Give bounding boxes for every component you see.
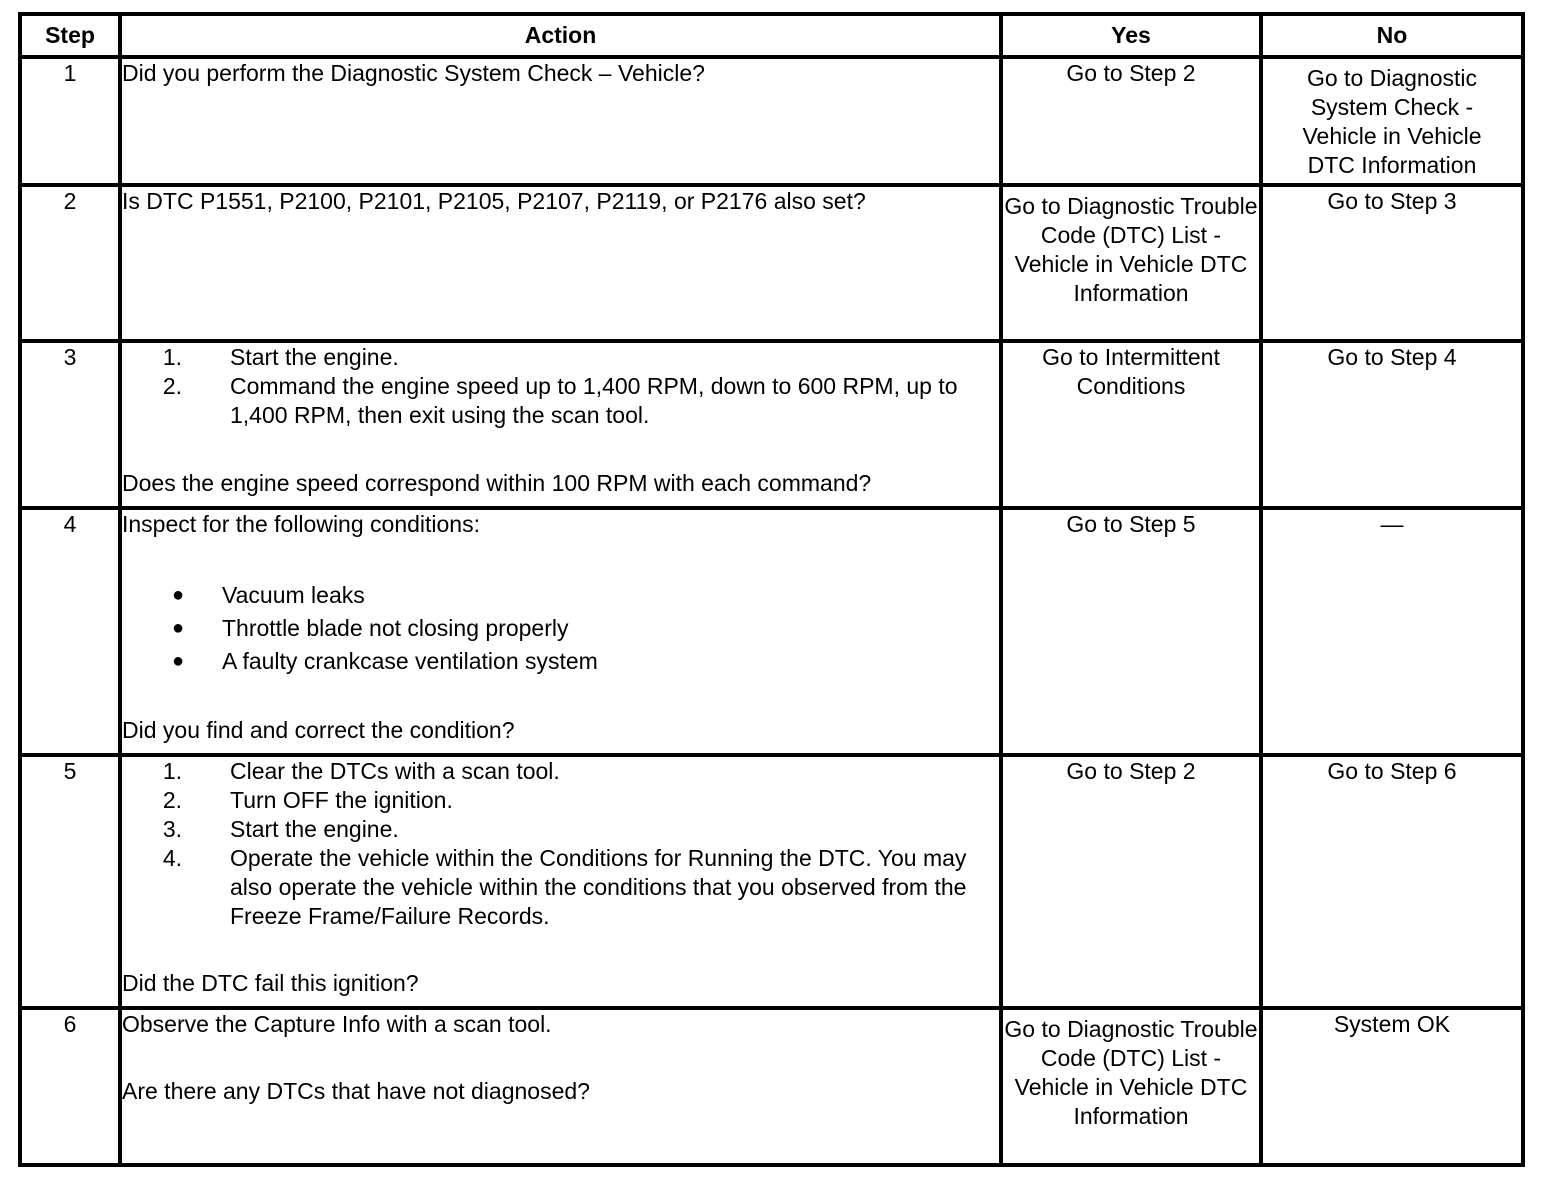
no-cell[interactable]: Go to Step 4 <box>1261 341 1523 508</box>
action-cell <box>120 57 1001 185</box>
no-cell[interactable]: — <box>1261 508 1523 755</box>
header-action: Action <box>120 14 1001 57</box>
no-cell[interactable]: Go to Diagnostic System Check - Vehicle in Vehicle DTC Information <box>1261 57 1523 185</box>
step-number: 4 <box>20 508 120 755</box>
yes-cell[interactable]: Go to Diagnostic Trouble Code (DTC) List - Vehicle in Vehicle DTC Information <box>1001 185 1261 341</box>
yes-cell[interactable]: Go to Step 2 <box>1001 755 1261 1008</box>
list-item: 4. Operate the vehicle within the Conditions for Running the DTC. You may also operate the vehicle within the conditions that you observed from the Freeze Frame/Failure Records. <box>162 845 967 929</box>
step-number: 5 <box>20 755 120 1008</box>
action-cell <box>120 755 1001 1008</box>
table-row <box>20 1008 1523 1165</box>
list-item: 3. Start the engine. <box>162 816 399 842</box>
list-item: 2. Command the engine speed up to 1,400 RPM, down to 600 RPM, up to 1,400 RPM, then exit using the scan tool. <box>162 373 958 428</box>
no-cell[interactable]: System OK <box>1261 1008 1523 1165</box>
table-row <box>20 755 1523 1008</box>
table-row <box>20 57 1523 185</box>
list-item: 2. Turn OFF the ignition. <box>162 787 453 813</box>
no-cell[interactable]: Go to Step 6 <box>1261 755 1523 1008</box>
question-text: Did the DTC fail this ignition? <box>122 970 419 996</box>
bullet-icon: ● <box>172 584 185 606</box>
question-text: Does the engine speed correspond within 100 RPM with each command? <box>122 470 872 496</box>
yes-cell[interactable]: Go to Diagnostic Trouble Code (DTC) List - Vehicle in Vehicle DTC Information <box>1001 1008 1261 1165</box>
bullet-list <box>122 579 999 678</box>
yes-cell[interactable]: Go to Step 2 <box>1001 57 1261 185</box>
action-cell <box>120 341 1001 508</box>
yes-cell[interactable]: Go to Step 5 <box>1001 508 1261 755</box>
table-row <box>20 508 1523 755</box>
header-row <box>20 14 1523 57</box>
header-no: No <box>1261 14 1523 57</box>
numbered-list <box>122 343 999 430</box>
list-item: ● A faulty crankcase ventilation system <box>122 645 999 678</box>
diagnostic-table <box>18 12 1525 1167</box>
intro-text: Observe the Capture Info with a scan tool. <box>122 1011 552 1037</box>
list-item: ● Throttle blade not closing properly <box>122 612 999 645</box>
step-number: 3 <box>20 341 120 508</box>
yes-cell[interactable]: Go to Intermittent Conditions <box>1001 341 1261 508</box>
table-row <box>20 185 1523 341</box>
list-item: ● Vacuum leaks <box>122 579 999 612</box>
action-cell <box>120 185 1001 341</box>
step-number: 1 <box>20 57 120 185</box>
action-cell <box>120 1008 1001 1165</box>
question-text: Did you find and correct the condition? <box>122 717 515 743</box>
no-cell[interactable]: Go to Step 3 <box>1261 185 1523 341</box>
step-number: 6 <box>20 1008 120 1165</box>
list-item: 1. Start the engine. <box>162 344 399 370</box>
intro-text: Inspect for the following conditions: <box>122 511 480 537</box>
step-number: 2 <box>20 185 120 341</box>
action-text: Did you perform the Diagnostic System Check – Vehicle? <box>122 60 705 86</box>
bullet-icon: ● <box>172 617 185 639</box>
action-text: Is DTC P1551, P2100, P2101, P2105, P2107, P2119, or P2176 also set? <box>122 188 866 214</box>
bullet-icon: ● <box>172 650 185 672</box>
action-cell <box>120 508 1001 755</box>
question-text: Are there any DTCs that have not diagnosed? <box>122 1078 590 1104</box>
header-step: Step <box>20 14 120 57</box>
list-item: 1. Clear the DTCs with a scan tool. <box>162 758 560 784</box>
table-row <box>20 341 1523 508</box>
header-yes: Yes <box>1001 14 1261 57</box>
numbered-list <box>122 757 999 931</box>
